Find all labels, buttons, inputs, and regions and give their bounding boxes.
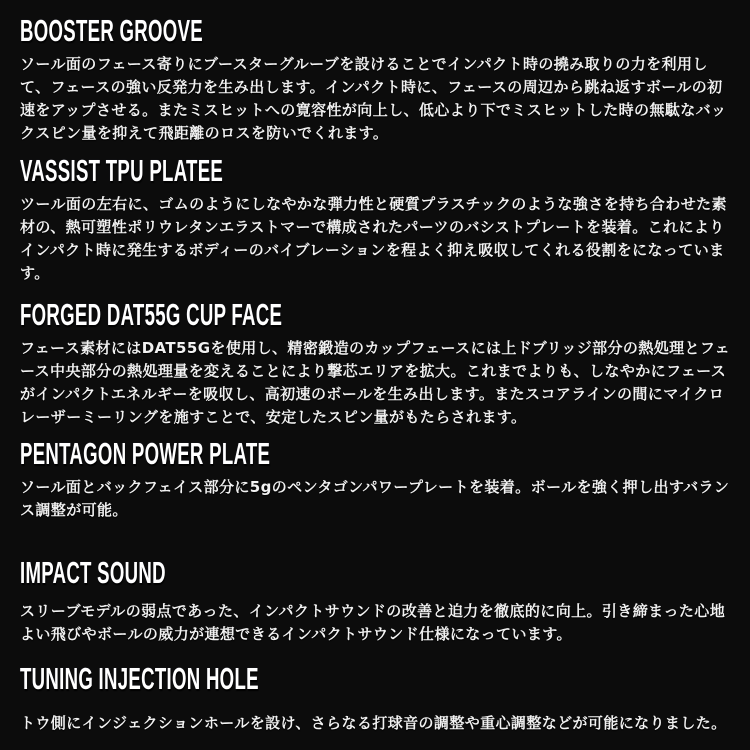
section-title-text: IMPACT SOUND <box>20 555 166 590</box>
section-heading <box>20 661 732 696</box>
feature-section-forged-cup-face <box>20 297 732 429</box>
section-heading <box>20 13 732 48</box>
feature-section-pentagon-power-plate <box>20 436 732 522</box>
section-body-text: トウ側にインジェクションホールを設け、さらなる打球音の調整や重心調整などが可能になりました。 <box>20 714 727 732</box>
section-title-text: VASSIST TPU PLATEE <box>20 153 224 188</box>
section-body-text: フェース素材にはDAT55Gを使用し、精密鍛造のカップフェースには上ドブリッジ部分の熱処理とフェース中央部分の熱処理量を変えることにより撃芯エリアを拡大。これまでよりも、しなやかにフェースがインパクトエネルギーを吸収し、高初速のボールを生み出します。またスコアラインの間にマイクロレーザーミーリングを施すことで、安定したスピン量がもたらされます。 <box>20 339 730 426</box>
section-body-text: ソール面とバックフェイス部分に5gのペンタゴンパワープレートを装着。ボールを強く押し出すバランス調整が可能。 <box>20 478 730 519</box>
feature-section-impact-sound <box>20 555 732 646</box>
section-title-text: PENTAGON POWER PLATE <box>20 436 271 471</box>
section-heading <box>20 436 732 471</box>
section-title-text: BOOSTER GROOVE <box>20 13 203 48</box>
section-heading <box>20 555 732 590</box>
section-title-text: FORGED DAT55G CUP FACE <box>20 297 283 332</box>
feature-section-booster-groove <box>20 13 732 145</box>
section-heading <box>20 297 732 332</box>
section-body-text: スリーブモデルの弱点であった、インパクトサウンドの改善と迫力を徹底的に向上。引き締まった心地よい飛びやボールの威力が連想できるインパクトサウンド仕様になっています。 <box>20 602 726 643</box>
section-body-text: ソール面のフェース寄りにブースターグルーブを設けることでインパクト時の撓み取りの力を利用して、フェースの強い反発力を生み出します。インパクト時に、フェースの周辺から跳ね返すボールの初速をアップさせる。またミスヒットへの寛容性が向上し、低心より下でミスヒットした時の無駄なバックスピン量を抑えて飛距離のロスを防いでくれます。 <box>20 55 727 142</box>
feature-section-vassist-tpu-plate <box>20 153 732 285</box>
section-title-text: TUNING INJECTION HOLE <box>20 661 259 696</box>
feature-section-tuning-injection-hole <box>20 661 732 735</box>
section-body-text: ツール面の左右に、ゴムのようにしなやかな弾力性と硬質プラスチックのような強さを持ち合わせた素材の、熱可塑性ポリウレタンエラストマーで構成されたパーツのバシストプレートを装着。これによりインパクト時に発生するボディーのバイブレーションを程よく抑え吸収してくれる役割をになっています。 <box>20 195 727 282</box>
section-heading <box>20 153 732 188</box>
